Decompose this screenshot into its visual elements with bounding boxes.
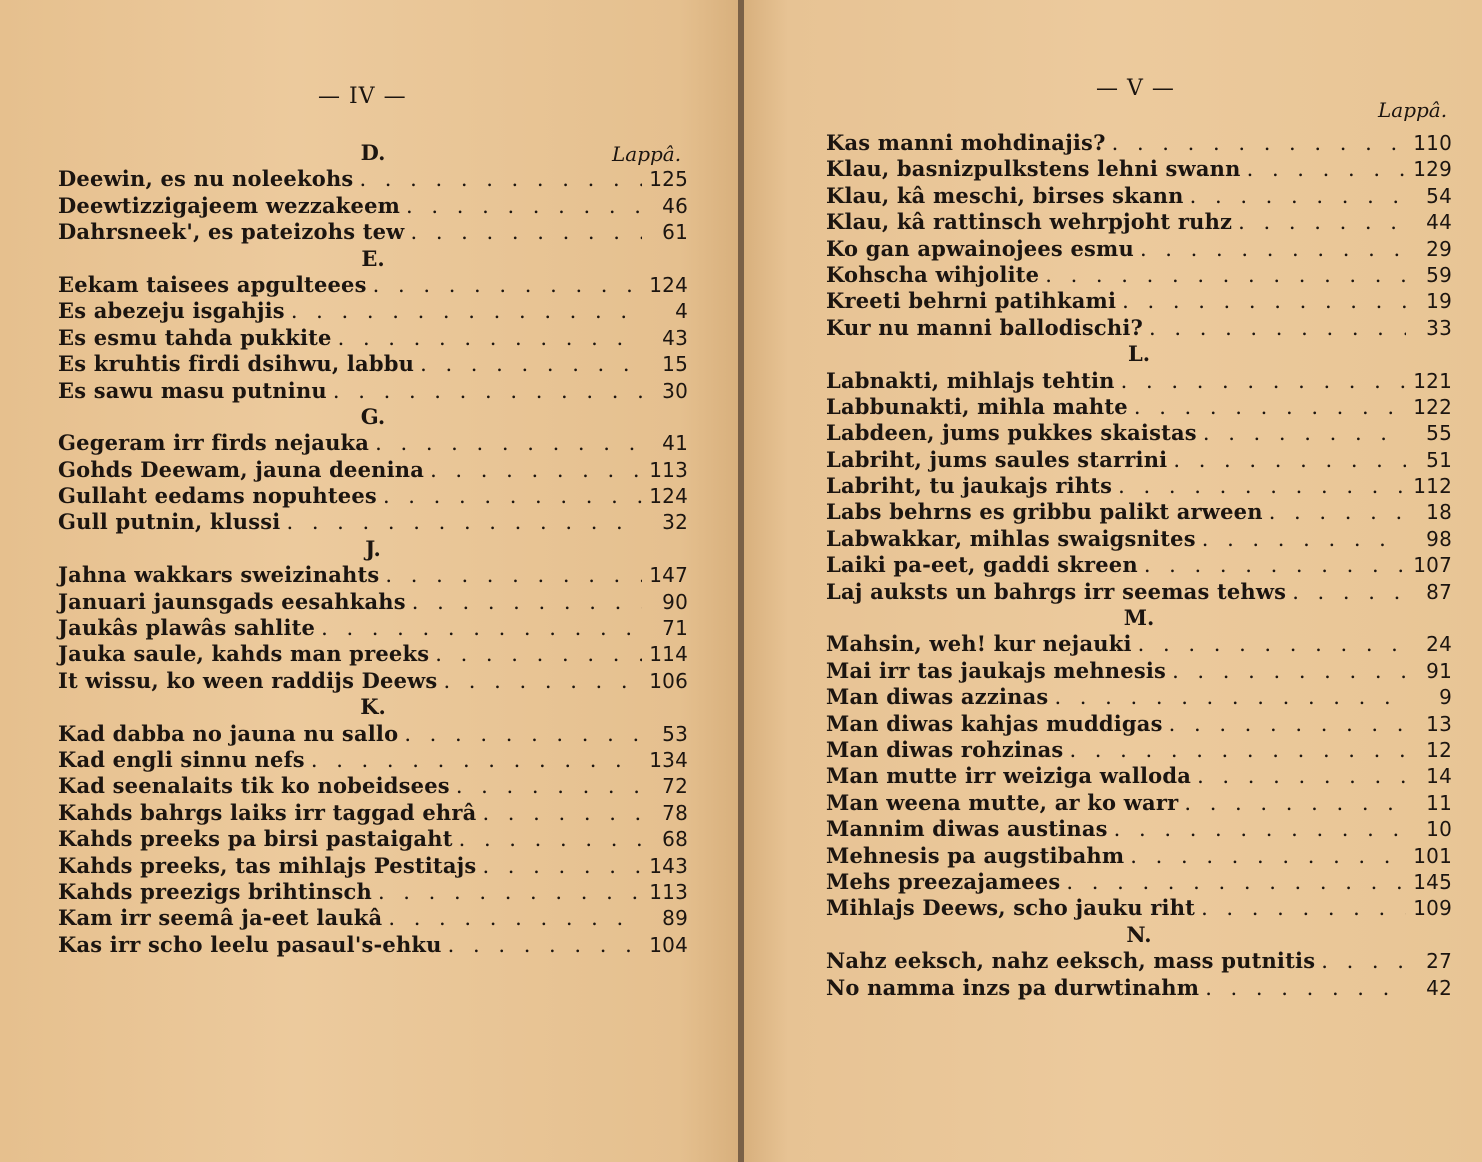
entry-title: Labriht, jums saules starrini — [826, 446, 1168, 472]
index-entry — [826, 737, 1452, 763]
section-letter-heading: N. — [1126, 921, 1152, 947]
entry-page-number: 122 — [1413, 394, 1452, 419]
entry-title: Laiki pa-eet, gaddi skreen — [826, 552, 1138, 578]
entry-page-number: 33 — [1426, 315, 1452, 340]
dot-leader — [1054, 684, 1406, 710]
entry-page-number: 19 — [1426, 289, 1452, 314]
entry-title: Kahds bahrgs laiks irr taggad ehrâ — [58, 799, 477, 825]
entry-title: Gull putnin, klussi — [58, 509, 281, 535]
index-entry — [826, 711, 1452, 737]
index-entry — [826, 156, 1452, 182]
dot-leader — [388, 905, 642, 931]
dot-leader — [410, 219, 642, 245]
entry-page-number: 9 — [1439, 685, 1452, 710]
entry-title: Kahds preeks pa birsi pastaigaht — [58, 826, 453, 852]
index-entry — [58, 589, 688, 615]
entry-page-number: 15 — [662, 352, 688, 377]
entry-title: Kad seenalaits tik ko nobeidsees — [58, 773, 450, 799]
index-entry — [826, 315, 1452, 341]
entry-title: Klau, kâ rattinsch wehrpjoht ruhz — [826, 209, 1233, 235]
index-entry — [826, 183, 1452, 209]
column-header-page: Lappâ. — [612, 142, 682, 166]
entry-title: Nahz eeksch, nahz eeksch, mass putnitis — [826, 948, 1316, 974]
index-entry — [58, 325, 688, 351]
entry-page-number: 90 — [662, 589, 688, 614]
index-entry — [826, 526, 1452, 552]
entry-page-number: 44 — [1426, 210, 1452, 235]
entry-page-number: 10 — [1426, 817, 1452, 842]
dot-leader — [321, 615, 642, 641]
entry-title: Kad engli sinnu nefs — [58, 746, 305, 772]
entry-page-number: 14 — [1426, 764, 1452, 789]
entry-title: Es esmu tahda pukkite — [58, 324, 332, 350]
entry-title: It wissu, ko ween raddijs Deews — [58, 667, 438, 693]
entry-title: Dahrsneek', es pateizohs tew — [58, 219, 405, 245]
dot-leader — [359, 166, 642, 192]
entry-title: Mihlajs Deews, scho jauku riht — [826, 895, 1196, 921]
section-letter-heading: K. — [360, 694, 386, 720]
dot-leader — [1172, 658, 1406, 684]
index-entry — [58, 905, 688, 931]
index-entry — [826, 579, 1452, 605]
section-letter-heading: L. — [1127, 341, 1151, 367]
entry-page-number: 68 — [662, 827, 688, 852]
entry-title: Kas irr scho leelu pasaul's-ehku — [58, 931, 442, 957]
dot-leader — [1238, 209, 1406, 235]
entry-title: Man weena mutte, ar ko warr — [826, 789, 1179, 815]
entry-title: Deewtizzigajeem wezzakeem — [58, 192, 401, 218]
dot-leader — [291, 298, 642, 324]
entry-page-number: 51 — [1426, 447, 1452, 472]
index-entry — [826, 130, 1452, 156]
entry-page-number: 124 — [649, 484, 688, 509]
index-entry — [58, 272, 688, 298]
index-entry — [58, 932, 688, 958]
section-letter-heading: G. — [360, 403, 386, 429]
entry-page-number: 129 — [1413, 157, 1452, 182]
dot-leader — [1045, 262, 1406, 288]
index-entry — [826, 816, 1452, 842]
dot-leader — [1169, 711, 1406, 737]
index-entry — [58, 826, 688, 852]
index-entry — [826, 552, 1452, 578]
dot-leader — [1066, 869, 1406, 895]
dot-leader — [1149, 315, 1406, 341]
entry-page-number: 43 — [662, 325, 688, 350]
entry-page-number: 46 — [662, 193, 688, 218]
entry-page-number: 91 — [1426, 658, 1452, 683]
entry-title: Mehnesis pa augstibahm — [826, 842, 1125, 868]
index-entry — [826, 473, 1452, 499]
dot-leader — [1130, 843, 1406, 869]
index-entry — [58, 298, 688, 324]
right-page — [744, 0, 1482, 1162]
index-entry — [826, 843, 1452, 869]
index-entry — [58, 509, 688, 535]
dot-leader — [1203, 420, 1406, 446]
entry-title: Mai irr tas jaukajs mehnesis — [826, 657, 1167, 683]
entry-page-number: 42 — [1426, 975, 1452, 1000]
index-entry — [58, 853, 688, 879]
entry-page-number: 112 — [1413, 474, 1452, 499]
dot-leader — [286, 509, 642, 535]
index-entry — [58, 351, 688, 377]
entry-page-number: 107 — [1413, 553, 1452, 578]
index-entry — [826, 499, 1452, 525]
dot-leader — [1118, 473, 1406, 499]
entry-page-number: 29 — [1426, 236, 1452, 261]
dot-leader — [1321, 948, 1406, 974]
index-entry — [826, 684, 1452, 710]
entry-page-number: 104 — [649, 932, 688, 957]
dot-leader — [1197, 763, 1406, 789]
index-entry — [58, 483, 688, 509]
index-entry — [58, 641, 688, 667]
entry-title: Labbunakti, mihla mahte — [826, 393, 1128, 419]
section-letter-heading: E. — [361, 245, 385, 271]
index-entry — [58, 166, 688, 192]
entry-title: Labs behrns es gribbu palikt arween — [826, 499, 1263, 525]
entry-title: Mahsin, weh! kur nejauki — [826, 631, 1132, 657]
entry-page-number: 78 — [662, 800, 688, 825]
entry-title: Gohds Deewam, jauna deenina — [58, 456, 425, 482]
index-list — [826, 130, 1452, 1001]
entry-page-number: 113 — [649, 879, 688, 904]
entry-page-number: 32 — [662, 510, 688, 535]
page-number: — IV — — [318, 84, 407, 109]
entry-page-number: 72 — [662, 774, 688, 799]
index-entry — [826, 368, 1452, 394]
entry-title: Jauka saule, kahds man preeks — [58, 641, 430, 667]
dot-leader — [1112, 130, 1406, 156]
entry-title: Man mutte irr weiziga walloda — [826, 763, 1192, 789]
entry-title: Es abezeju isgahjis — [58, 298, 285, 324]
index-entry — [58, 430, 688, 456]
entry-title: Kreeti behrni patihkami — [826, 288, 1117, 314]
entry-title: Januari jaunsgads eesahkahs — [58, 588, 406, 614]
index-entry — [826, 209, 1452, 235]
index-entry — [58, 193, 688, 219]
section-letter-heading: J. — [365, 535, 381, 561]
entry-title: Man diwas azzinas — [826, 684, 1049, 710]
index-entry — [826, 790, 1452, 816]
entry-title: Labdeen, jums pukkes skaistas — [826, 420, 1197, 446]
entry-page-number: 113 — [649, 457, 688, 482]
index-entry — [58, 668, 688, 694]
entry-page-number: 27 — [1426, 949, 1452, 974]
dot-leader — [1173, 447, 1406, 473]
entry-page-number: 11 — [1426, 790, 1452, 815]
left-page — [0, 0, 738, 1162]
entry-page-number: 4 — [675, 299, 688, 324]
entry-title: Mannim diwas austinas — [826, 816, 1108, 842]
entry-title: Es kruhtis firdi dsihwu, labbu — [58, 351, 415, 377]
entry-title: Ko gan apwainojees esmu — [826, 235, 1134, 261]
entry-title: Gullaht eedams nopuhtees — [58, 483, 377, 509]
index-entry — [58, 879, 688, 905]
index-entry — [826, 420, 1452, 446]
entry-title: Labriht, tu jaukajs rihts — [826, 473, 1113, 499]
entry-title: Laj auksts un bahrgs irr seemas tehws — [826, 578, 1287, 604]
index-entry — [58, 457, 688, 483]
dot-leader — [404, 721, 642, 747]
entry-page-number: 147 — [649, 563, 688, 588]
entry-title: Labnakti, mihlajs tehtin — [826, 367, 1115, 393]
entry-page-number: 59 — [1426, 262, 1452, 287]
entry-title: Kad dabba no jauna nu sallo — [58, 720, 399, 746]
entry-title: Kas manni mohdinajis? — [826, 130, 1106, 155]
dot-leader — [1122, 288, 1406, 314]
entry-title: Gegeram irr firds nejauka — [58, 430, 370, 456]
entry-title: Jahna wakkars sweizinahts — [58, 562, 380, 588]
index-entry — [826, 262, 1452, 288]
dot-leader — [459, 826, 642, 852]
index-entry — [826, 895, 1452, 921]
dot-leader — [412, 589, 642, 615]
entry-page-number: 41 — [662, 431, 688, 456]
entry-page-number: 54 — [1426, 183, 1452, 208]
entry-page-number: 121 — [1413, 368, 1452, 393]
index-entry — [826, 447, 1452, 473]
dot-leader — [311, 747, 642, 773]
entry-page-number: 89 — [662, 906, 688, 931]
index-entry — [58, 800, 688, 826]
entry-title: Klau, kâ meschi, birses skann — [826, 182, 1184, 208]
dot-leader — [1247, 156, 1406, 182]
index-entry — [826, 948, 1452, 974]
entry-page-number: 109 — [1413, 896, 1452, 921]
entry-page-number: 24 — [1426, 632, 1452, 657]
entry-page-number: 13 — [1426, 711, 1452, 736]
dot-leader — [338, 325, 642, 351]
section-letter-heading: D. — [360, 140, 386, 165]
index-entry — [58, 773, 688, 799]
page-number: — V — — [1096, 76, 1175, 101]
dot-leader — [1069, 737, 1406, 763]
dot-leader — [1205, 975, 1406, 1001]
index-entry — [58, 615, 688, 641]
dot-leader — [1121, 368, 1406, 394]
entry-page-number: 55 — [1426, 421, 1452, 446]
dot-leader — [1134, 394, 1406, 420]
entry-title: Labwakkar, mihlas swaigsnites — [826, 525, 1196, 551]
dot-leader — [373, 272, 642, 298]
dot-leader — [443, 668, 642, 694]
entry-page-number: 12 — [1426, 737, 1452, 762]
entry-title: No namma inzs pa durwtinahm — [826, 974, 1200, 1000]
dot-leader — [385, 562, 642, 588]
index-entry — [826, 975, 1452, 1001]
index-entry — [58, 219, 688, 245]
dot-leader — [1184, 790, 1406, 816]
dot-leader — [383, 483, 642, 509]
dot-leader — [406, 193, 642, 219]
index-entry — [826, 763, 1452, 789]
index-entry — [826, 869, 1452, 895]
entry-title: Eekam taisees apgulteees — [58, 271, 367, 297]
index-entry — [826, 288, 1452, 314]
entry-title: Man diwas kahjas muddigas — [826, 710, 1163, 736]
entry-page-number: 106 — [649, 668, 688, 693]
dot-leader — [1269, 499, 1406, 525]
index-list — [58, 140, 688, 958]
entry-title: Man diwas rohzinas — [826, 736, 1064, 762]
dot-leader — [1202, 526, 1406, 552]
index-entry — [826, 236, 1452, 262]
entry-title: Mehs preezajamees — [826, 868, 1061, 894]
entry-title: Kohscha wihjolite — [826, 261, 1040, 287]
entry-page-number: 18 — [1426, 500, 1452, 525]
index-entry — [58, 747, 688, 773]
entry-title: Klau, basnizpulkstens lehni swann — [826, 156, 1241, 182]
entry-title: Kahds preeks, tas mihlajs Pestitajs — [58, 852, 477, 878]
column-header-page: Lappâ. — [1378, 98, 1448, 122]
entry-title: Kur nu manni ballodischi? — [826, 314, 1144, 340]
dot-leader — [1190, 183, 1406, 209]
entry-title: Kahds preezigs brihtinsch — [58, 878, 372, 904]
entry-page-number: 101 — [1413, 843, 1452, 868]
dot-leader — [375, 430, 642, 456]
dot-leader — [482, 800, 642, 826]
entry-page-number: 61 — [662, 220, 688, 245]
dot-leader — [420, 351, 642, 377]
dot-leader — [378, 879, 642, 905]
index-entry — [826, 631, 1452, 657]
entry-page-number: 110 — [1413, 131, 1452, 155]
entry-page-number: 30 — [662, 378, 688, 403]
entry-page-number: 134 — [649, 747, 688, 772]
index-entry — [826, 658, 1452, 684]
dot-leader — [333, 378, 642, 404]
entry-page-number: 71 — [662, 616, 688, 641]
dot-leader — [1201, 895, 1406, 921]
entry-page-number: 124 — [649, 272, 688, 297]
section-letter-heading: M. — [1123, 605, 1155, 631]
dot-leader — [1138, 631, 1406, 657]
entry-title: Deewin, es nu noleekohs — [58, 166, 354, 192]
entry-title: Es sawu masu putninu — [58, 377, 327, 403]
entry-page-number: 143 — [649, 853, 688, 878]
dot-leader — [430, 457, 642, 483]
entry-title: Jaukâs plawâs sahlite — [58, 615, 316, 641]
index-entry — [58, 562, 688, 588]
dot-leader — [1114, 816, 1406, 842]
index-entry — [826, 394, 1452, 420]
dot-leader — [456, 773, 642, 799]
entry-page-number: 53 — [662, 721, 688, 746]
dot-leader — [448, 932, 642, 958]
entry-page-number: 145 — [1413, 869, 1452, 894]
index-entry — [58, 378, 688, 404]
entry-title: Kam irr seemâ ja-eet laukâ — [58, 905, 383, 931]
index-entry — [58, 721, 688, 747]
dot-leader — [482, 853, 642, 879]
entry-page-number: 98 — [1426, 526, 1452, 551]
entry-page-number: 125 — [649, 167, 688, 192]
dot-leader — [435, 641, 642, 667]
dot-leader — [1140, 236, 1406, 262]
entry-page-number: 114 — [649, 642, 688, 667]
entry-page-number: 87 — [1426, 579, 1452, 604]
dot-leader — [1144, 552, 1406, 578]
dot-leader — [1292, 579, 1406, 605]
